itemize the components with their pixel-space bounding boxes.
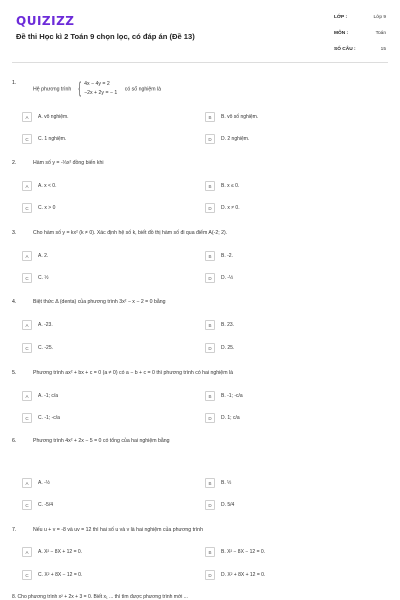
equation-line: 4x − 4y = 2 (84, 81, 110, 87)
option-letter: C (22, 203, 32, 213)
option-text: B. -1; -c/a (221, 393, 243, 399)
option-letter: A (22, 547, 32, 557)
question-number: 4. (12, 299, 17, 305)
option-text: A. vô nghiệm. (38, 114, 69, 120)
option-letter: A (22, 391, 32, 401)
option-c[interactable] (22, 203, 55, 213)
option-c[interactable] (22, 413, 60, 423)
equation-system (73, 80, 124, 98)
meta-row-subject (334, 31, 386, 47)
option-b[interactable] (205, 320, 234, 330)
question-text: Cho hàm số y = kx² (k ≠ 0). Xác định hệ số k, biết đồ thị hàm số đi qua điểm A(-2; 2). (33, 230, 228, 236)
option-letter: A (22, 320, 32, 330)
option-text: A. -1; c/a (38, 393, 59, 399)
option-d[interactable] (205, 413, 240, 423)
option-text: D. 2 nghiệm. (221, 136, 250, 142)
option-c[interactable] (22, 134, 66, 144)
option-letter: B (205, 320, 215, 330)
option-text: B. -2. (221, 253, 233, 259)
option-text: D. X² + 8X + 12 = 0. (221, 572, 266, 578)
option-d[interactable] (205, 273, 233, 283)
option-text: D. 5/4 (221, 502, 235, 508)
option-letter: C (22, 500, 32, 510)
meta-value: Toán (375, 31, 386, 36)
option-d[interactable] (205, 570, 265, 580)
question-text: Phương trình ax² + bx + c = 0 (a ≠ 0) có a − b + c = 0 thì phương trình có hai nghiệm là (33, 370, 233, 376)
question-number: 3. (12, 230, 17, 236)
option-text: B. X² − 8X − 12 = 0. (221, 549, 266, 555)
option-text: C. -5/4 (38, 502, 54, 508)
option-letter: D (205, 134, 215, 144)
option-letter: B (205, 547, 215, 557)
option-a[interactable] (22, 391, 58, 401)
option-b[interactable] (205, 251, 233, 261)
left-brace-icon: { (78, 80, 81, 97)
option-d[interactable] (205, 134, 249, 144)
question-8-partial: 8. Cho phương trình x² + 2x + 3 = 0. Biết x₁ ... thì tìm được phương trình mới ... (12, 594, 188, 600)
question-text: Nếu u + v = -8 và uv = 12 thì hai số u và v là hai nghiệm của phương trình (33, 527, 203, 533)
option-letter: A (22, 181, 32, 191)
option-letter: C (22, 570, 32, 580)
option-text: A. x < 0. (38, 183, 57, 189)
question-number: 2. (12, 160, 17, 166)
question-text: Phương trình 4x² + 2x − 5 = 0 có tổng của hai nghiệm bằng (33, 438, 170, 444)
option-letter: D (205, 203, 215, 213)
option-text: C. 1 nghiệm. (38, 136, 67, 142)
question-text-after: có số nghiệm là (124, 86, 162, 93)
option-letter: D (205, 273, 215, 283)
header-divider (12, 62, 388, 63)
option-letter: D (205, 500, 215, 510)
option-a[interactable] (22, 181, 56, 191)
option-letter: B (205, 181, 215, 191)
option-letter: A (22, 112, 32, 122)
quizizz-logo: QUIZIZZ (16, 14, 75, 28)
option-a[interactable] (22, 478, 50, 488)
option-text: A. X² − 8X + 12 = 0. (38, 549, 83, 555)
meta-key: SỐ CÂU : (334, 47, 356, 52)
option-text: A. -½ (38, 480, 50, 486)
option-letter: B (205, 391, 215, 401)
option-text: D. -½ (221, 275, 234, 281)
option-letter: D (205, 343, 215, 353)
option-a[interactable] (22, 320, 53, 330)
option-text: C. -1; -c/a (38, 415, 60, 421)
question-number: 5. (12, 370, 17, 376)
option-text: B. x ≤ 0. (221, 183, 240, 189)
meta-row-count (334, 47, 386, 63)
option-c[interactable] (22, 570, 82, 580)
question-text (33, 80, 161, 98)
option-letter: A (22, 478, 32, 488)
meta-key: MÔN : (334, 31, 349, 36)
option-text: A. 2. (38, 253, 49, 259)
question-text-before: Hệ phương trình (33, 86, 72, 93)
option-text: C. -25. (38, 345, 54, 351)
option-letter: C (22, 343, 32, 353)
option-letter: B (205, 112, 215, 122)
option-b[interactable] (205, 478, 231, 488)
option-b[interactable] (205, 391, 243, 401)
question-number: 7. (12, 527, 17, 533)
option-d[interactable] (205, 343, 234, 353)
meta-key: LỚP : (334, 15, 348, 20)
option-b[interactable] (205, 112, 258, 122)
question-text: Hàm số y = -⅓x² đồng biến khi (33, 160, 104, 166)
question-number: 1. (12, 80, 17, 86)
option-letter: B (205, 478, 215, 488)
option-a[interactable] (22, 112, 69, 122)
option-letter: C (22, 413, 32, 423)
option-a[interactable] (22, 251, 48, 261)
option-text: D. 1; c/a (221, 415, 240, 421)
option-letter: D (205, 413, 215, 423)
option-b[interactable] (205, 181, 239, 191)
option-text: C. x > 0 (38, 205, 56, 211)
option-letter: A (22, 251, 32, 261)
meta-value: Lớp 9 (373, 15, 386, 20)
option-text: A. -23. (38, 322, 53, 328)
option-text: B. ½ (221, 480, 232, 486)
option-letter: C (22, 134, 32, 144)
option-text: C. X² + 8X − 12 = 0. (38, 572, 83, 578)
option-a[interactable] (22, 547, 82, 557)
meta-panel (334, 15, 386, 63)
equation-line: −2x + 2y = − 1 (84, 90, 118, 96)
option-letter: C (22, 273, 32, 283)
option-c[interactable] (22, 500, 53, 510)
option-text: B. vô số nghiệm. (221, 114, 259, 120)
meta-value: 15 (380, 47, 386, 52)
option-text: B. 23. (221, 322, 235, 328)
option-d[interactable] (205, 203, 240, 213)
option-text: D. 25. (221, 345, 235, 351)
question-number: 6. (12, 438, 17, 444)
question-text: Biệt thức Δ (denta) của phương trình 3x² − x − 2 = 0 bằng (33, 299, 166, 305)
option-b[interactable] (205, 547, 265, 557)
option-c[interactable] (22, 343, 53, 353)
option-text: D. x ≠ 0. (221, 205, 240, 211)
option-letter: D (205, 570, 215, 580)
option-d[interactable] (205, 500, 234, 510)
option-letter: B (205, 251, 215, 261)
option-text: C. ½ (38, 275, 49, 281)
page-title: Đề thi Học kì 2 Toán 9 chọn lọc, có đáp án (Đề 13) (16, 32, 195, 41)
meta-row-class (334, 15, 386, 31)
option-c[interactable] (22, 273, 49, 283)
